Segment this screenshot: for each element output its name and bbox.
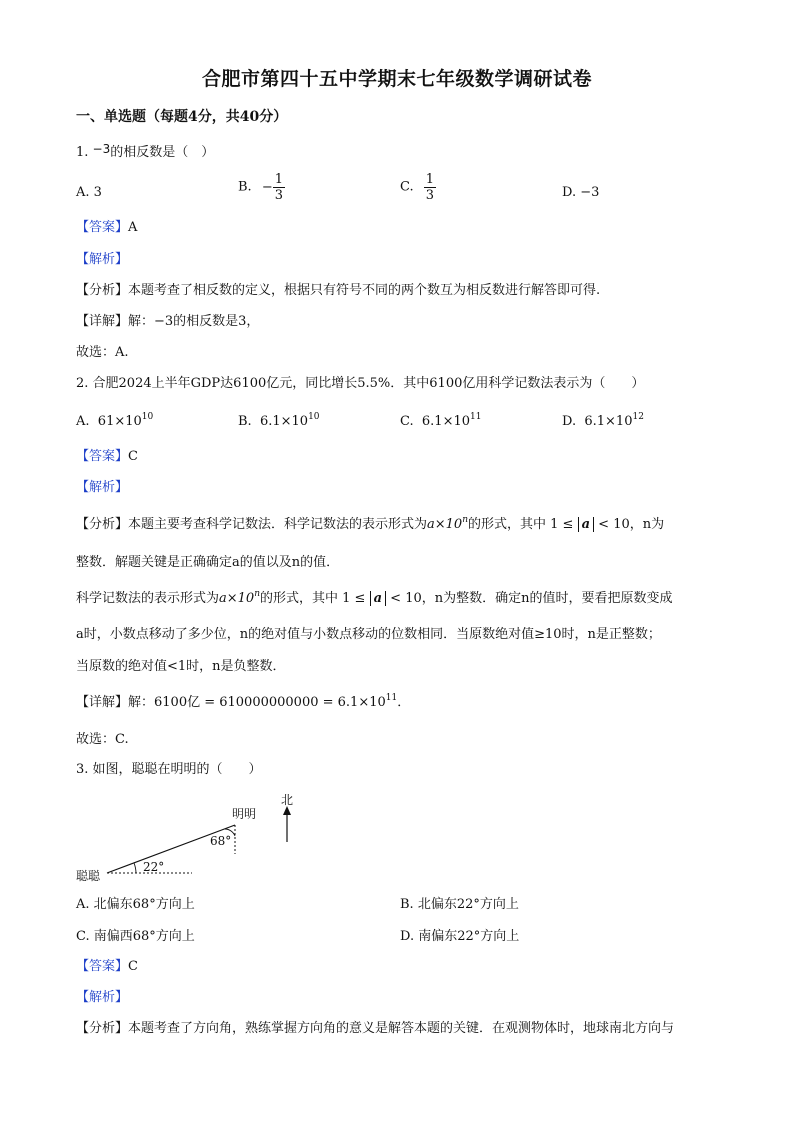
sight-line <box>107 825 235 873</box>
q2-stem: 2. 合肥2024上半年GDP达6100亿元，同比增长5.5%．其中6100亿用科学记数法表示为（ ） <box>76 376 645 391</box>
q2-analysis-text: 【分析】本题主要考查科学记数法．科学记数法的表示形式为 <box>76 517 428 532</box>
q1-option-d: D. −3 <box>562 185 600 200</box>
q2-detail-exponent: 11 <box>385 693 398 703</box>
q2-b1-abs-a: a <box>370 591 386 606</box>
q1-option-c <box>400 172 436 203</box>
q2-b1-post: ，n为整数．确定n的值时，要看把原数变成 <box>421 591 673 606</box>
q2-analysis-form: a×10 <box>427 517 463 532</box>
q2-answer-tag: 【答案】 <box>76 449 129 464</box>
q3-analysis-tag: 【解析】 <box>76 990 129 1005</box>
q2-option-c-base: 6.1×10 <box>421 414 470 429</box>
q2-option-b-base: 6.1×10 <box>259 414 309 429</box>
q1-analysis-tag: 【解析】 <box>76 252 129 267</box>
q2-analysis-line-2: 整数．解题关键是正确确定a的值以及n的值． <box>76 555 340 570</box>
q2-detail-end: ． <box>397 695 411 710</box>
q1-number: 1. <box>76 145 89 160</box>
q1-stem <box>76 144 214 161</box>
q3-answer-tag: 【答案】 <box>76 959 129 974</box>
congcong-label: 聪聪 <box>76 869 101 883</box>
q2-inequality-right: < 10 <box>598 517 630 532</box>
q2-answer <box>76 449 138 465</box>
q1-answer-tag: 【答案】 <box>76 220 129 235</box>
q2-analysis-mid: 的形式，其中 <box>468 517 547 532</box>
q2-b1-text: 科学记数法的表示形式为 <box>76 591 220 606</box>
q2-b1-mid: 的形式，其中 <box>260 591 339 606</box>
angle-68-label: 68° <box>210 834 232 848</box>
q2-option-a <box>76 414 153 430</box>
q1-option-b-sign: − <box>261 179 273 195</box>
north-label: 北 <box>281 793 294 807</box>
q2-analysis-line-3 <box>76 591 673 607</box>
q2-analysis-line-1 <box>76 517 664 533</box>
q1-analysis: 【分析】本题考查了相反数的定义，根据只有符号不同的两个数互为相反数进行解答即可得. <box>76 283 601 298</box>
q1-option-b-label: B. <box>238 179 252 195</box>
q1-option-c-label: C. <box>400 179 414 195</box>
q3-option-b: B. 北偏东22°方向上 <box>400 897 519 912</box>
q2-option-a-label: A. <box>76 414 90 429</box>
mingming-label: 明明 <box>232 807 257 821</box>
q2-option-c <box>400 414 481 430</box>
q2-b1-inequality-right: < 10 <box>390 591 422 606</box>
q1-text: 的相反数是（ ） <box>110 145 215 160</box>
section-heading: 一、单选题（每题4分，共40分） <box>76 109 288 125</box>
q2-option-a-base: 61×10 <box>97 414 142 429</box>
q3-analysis: 【分析】本题考查了方向角，熟练掌握方向角的意义是解答本题的关键．在观测物体时，地球南北方向与 <box>76 1021 675 1036</box>
q2-answer-value: C <box>128 449 138 464</box>
q2-detail <box>76 695 410 711</box>
q2-inequality-left: 1 ≤ <box>550 517 574 532</box>
q2-detail-text: 【详解】解：6100亿 = 610000000000 = 6.1×10 <box>76 695 386 710</box>
q1-option-b-fraction: $\frac{1}{3}$ <box>274 172 284 203</box>
q2-analysis-line-5: 当原数的绝对值<1时，n是负整数． <box>76 659 286 674</box>
q3-option-c: C. 南偏西68°方向上 <box>76 929 195 944</box>
q2-option-d <box>562 414 644 430</box>
q2-analysis-line-4: a时，小数点移动了多少位，n的绝对值与小数点移动的位数相同．当原数绝对值≥10时，n是正整数； <box>76 627 661 642</box>
q1-option-c-fraction: $\frac{1}{3}$ <box>425 172 435 203</box>
q2-analysis-form-exp: n <box>462 515 468 525</box>
page-title: 合肥市第四十五中学期末七年级数学调研试卷 <box>201 68 592 90</box>
q3-option-d: D. 南偏东22°方向上 <box>400 929 520 944</box>
q3-answer-value: C <box>128 959 138 974</box>
q1-choose: 故选：A. <box>76 345 129 360</box>
q3-answer <box>76 959 138 975</box>
q3-stem: 3. 如图，聪聪在明明的（ ） <box>76 762 262 777</box>
q2-option-a-exponent: 10 <box>141 412 154 422</box>
q3-direction-figure <box>70 788 330 883</box>
q1-option-b <box>238 172 285 203</box>
north-arrow-head <box>283 806 291 815</box>
q2-option-b-label: B. <box>238 414 252 429</box>
q2-analysis-tag: 【解析】 <box>76 480 129 495</box>
angle-arc-22 <box>134 863 136 873</box>
q2-option-c-label: C. <box>400 414 414 429</box>
q2-analysis-post: ，n为 <box>629 517 665 532</box>
q2-choose: 故选：C. <box>76 732 129 747</box>
q2-option-b-exponent: 10 <box>308 412 320 422</box>
q2-option-b <box>238 414 320 430</box>
q2-option-d-base: 6.1×10 <box>584 414 633 429</box>
q3-option-a: A. 北偏东68°方向上 <box>76 897 195 912</box>
q2-option-d-label: D. <box>562 414 577 429</box>
q1-answer <box>76 220 137 236</box>
q2-option-c-exponent: 11 <box>470 412 482 422</box>
q1-value: −3 <box>92 142 111 156</box>
q1-answer-value: A <box>128 220 138 235</box>
q1-option-a: A. 3 <box>76 185 102 200</box>
q2-b1-form: a×10 <box>219 591 255 606</box>
q1-detail: 【详解】解：−3的相反数是3， <box>76 314 260 329</box>
q2-option-d-exponent: 12 <box>632 412 644 422</box>
q2-b1-form-exp: n <box>254 589 260 599</box>
q2-b1-inequality-left: 1 ≤ <box>342 591 366 606</box>
q2-abs-a: a <box>578 517 594 532</box>
angle-22-label: 22° <box>143 860 165 874</box>
